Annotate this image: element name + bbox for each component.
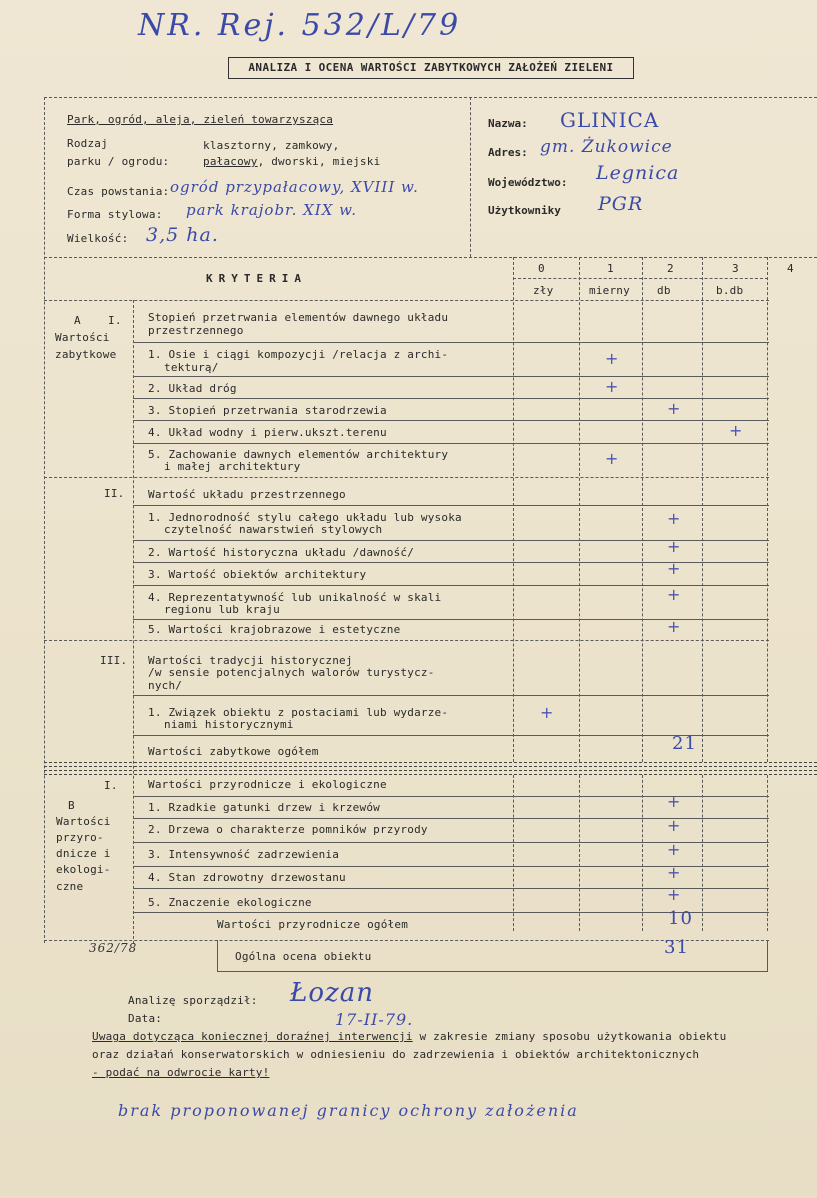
score-mark: + xyxy=(605,377,619,396)
col-line-1 xyxy=(579,257,580,762)
sheet-number: 362/78 xyxy=(89,941,138,955)
a3-row-line-0 xyxy=(133,695,769,696)
section-a-label-1: Wartości xyxy=(55,331,110,344)
section-b-label-2: przyro- xyxy=(56,831,104,844)
col-line-b2 xyxy=(642,775,643,931)
a1-row-line-3 xyxy=(133,420,769,421)
a3-roman: III. xyxy=(100,654,128,667)
czas-value: ogród przypałacowy, XVIII w. xyxy=(170,178,419,196)
a2-item-2-l1: 2. Wartość historyczna układu /dawność/ xyxy=(148,546,415,559)
score-1: 1 xyxy=(607,262,614,275)
a1-item-1-l1: 1. Osie i ciągi kompozycji /relacja z archi- xyxy=(148,348,449,361)
rodzaj-options-2: pałacowy, dworski, miejski xyxy=(203,155,381,168)
section-b-label-1: Wartości xyxy=(56,815,111,828)
a3-item-1-l2: niami historycznymi xyxy=(164,718,294,731)
a1-item-5-l1: 5. Zachowanie dawnych elementów architektury xyxy=(148,448,449,461)
b-item-2: 2. Drzewa o charakterze pomników przyrody xyxy=(148,823,428,836)
b-item-5: 5. Znaczenie ekologiczne xyxy=(148,896,312,909)
a1-row-line-4 xyxy=(133,443,769,444)
a1-item-4-l1: 4. Układ wodny i pierw.ukszt.terenu xyxy=(148,426,387,439)
czas-label: Czas powstania: xyxy=(67,185,170,198)
score-label-2: db xyxy=(657,284,671,297)
overall-value: 31 xyxy=(664,937,689,958)
section-a-letter: A xyxy=(74,314,81,327)
wielkosc-value: 3,5 ha. xyxy=(146,224,219,246)
header-divider xyxy=(470,97,471,257)
score-mark: + xyxy=(667,816,681,835)
registry-number: NR. Rej. 532/L/79 xyxy=(138,8,462,43)
rodzaj-options-1: klasztorny, zamkowy, xyxy=(203,139,340,152)
score-mark: + xyxy=(667,559,681,578)
section-b-letter: B xyxy=(68,799,75,812)
forma-label: Forma stylowa: xyxy=(67,208,163,221)
col-line-4 xyxy=(767,257,768,762)
signature: Łozan xyxy=(290,978,374,1008)
frame-left xyxy=(44,97,45,943)
score-mark: + xyxy=(667,399,681,418)
uzytkownik-label: Użytkowniky xyxy=(488,204,561,217)
overall-bottom-line xyxy=(217,971,767,972)
a2-item-4-l1: 4. Reprezentatywność lub unikalność w skali xyxy=(148,591,442,604)
section-separator-2 xyxy=(44,770,817,775)
col-line-b1 xyxy=(579,775,580,931)
adres-label: Adres: xyxy=(488,146,528,159)
a2-item-1-l1: 1. Jednorodność stylu całego układu lub wysoka xyxy=(148,511,462,524)
section-a-label-2: zabytkowe xyxy=(55,348,117,361)
score-mark: + xyxy=(667,509,681,528)
section-b-label-5: czne xyxy=(56,880,84,893)
a2-item-3-l1: 3. Wartość obiektów architektury xyxy=(148,568,367,581)
score-3: 3 xyxy=(732,262,739,275)
score-mark: + xyxy=(667,792,681,811)
adres-value: gm. Żukowice xyxy=(540,137,673,157)
a1-item-3-l1: 3. Stopień przetrwania starodrzewia xyxy=(148,404,387,417)
date-label: Data: xyxy=(128,1012,163,1025)
criteria-heading: KRYTERIA xyxy=(206,272,307,285)
wojewodztwo-value: Legnica xyxy=(596,162,680,184)
wojewodztwo-label: Województwo: xyxy=(488,176,568,189)
a1-item-5-l2: i małej architektury xyxy=(164,460,301,473)
wielkosc-label: Wielkość: xyxy=(67,232,129,245)
b-item-1: 1. Rzadkie gatunki drzew i krzewów xyxy=(148,801,380,814)
score-mark: + xyxy=(667,863,681,882)
a1-item-2-l1: 2. Układ dróg xyxy=(148,382,237,395)
score-split-line xyxy=(513,278,768,279)
criteria-bottom-line xyxy=(44,300,769,301)
a-total-label: Wartości zabytkowe ogółem xyxy=(148,745,319,758)
form-title: ANALIZA I OCENA WARTOŚCI ZABYTKOWYCH ZAŁOŻEŃ ZIELENI xyxy=(228,57,634,79)
score-label-3: b.db xyxy=(716,284,744,297)
b-total-label: Wartości przyrodnicze ogółem xyxy=(217,918,409,931)
a1-item-1-l2: tekturą/ xyxy=(164,361,219,374)
section-b-label-3: dnicze i xyxy=(56,847,111,860)
col-line-2 xyxy=(642,257,643,762)
score-mark: + xyxy=(667,885,681,904)
a3-title-3: nych/ xyxy=(148,679,183,692)
col-line-0 xyxy=(513,257,514,762)
col-line-3 xyxy=(702,257,703,762)
score-0: 0 xyxy=(538,262,545,275)
overall-label: Ogólna ocena obiektu xyxy=(235,950,372,963)
overall-right-line xyxy=(767,940,768,972)
b-item-4: 4. Stan zdrowotny drzewostanu xyxy=(148,871,346,884)
a3-item-1-l1: 1. Związek obiektu z postaciami lub wydarze- xyxy=(148,706,449,719)
nazwa-label: Nazwa: xyxy=(488,117,528,130)
date-value: 17-II-79. xyxy=(335,1010,414,1029)
score-mark: + xyxy=(667,840,681,859)
a1-row-line-1 xyxy=(133,376,769,377)
score-label-1: mierny xyxy=(589,284,630,297)
score-mark: + xyxy=(667,537,681,556)
b-bottom-line xyxy=(44,940,769,941)
b-title: Wartości przyrodnicze i ekologiczne xyxy=(148,778,387,791)
a3-title-2: /w sensie potencjalnych walorów turystycz- xyxy=(148,666,435,679)
a-total-value: 21 xyxy=(672,733,697,754)
a2-row-line-0 xyxy=(133,505,769,506)
a2-title: Wartość układu przestrzennego xyxy=(148,488,346,501)
frame-top xyxy=(44,97,817,98)
parku-label: parku / ogrodu: xyxy=(67,155,170,168)
a1-title-1: Stopień przetrwania elementów dawnego układu xyxy=(148,311,449,324)
score-mark: + xyxy=(667,585,681,604)
prepared-label: Analizę sporządził: xyxy=(128,994,258,1007)
nazwa-value: GLINICA xyxy=(560,108,660,132)
handwritten-note: brak proponowanej granicy ochrony założenia xyxy=(118,1101,579,1120)
a2-item-1-l2: czytelność nawarstwień stylowych xyxy=(164,523,383,536)
col-line-b0 xyxy=(513,775,514,931)
score-2: 2 xyxy=(667,262,674,275)
score-label-0: zły xyxy=(533,284,554,297)
type-line: Park, ogród, aleja, zieleń towarzysząca xyxy=(67,113,334,126)
score-mark: + xyxy=(540,703,554,722)
b-total-value: 10 xyxy=(668,908,693,929)
section-a-roman-1: I. xyxy=(108,314,122,327)
score-4: 4 xyxy=(787,262,794,275)
a2-roman: II. xyxy=(104,487,125,500)
a1-row-line-0 xyxy=(133,342,769,343)
a3-title-1: Wartości tradycji historycznej xyxy=(148,654,353,667)
overall-left-line xyxy=(217,940,218,972)
a1-bottom-line xyxy=(44,477,769,478)
section-separator-1 xyxy=(44,762,817,767)
a1-title-2: przestrzennego xyxy=(148,324,244,337)
score-mark: + xyxy=(605,449,619,468)
col-line-b3 xyxy=(702,775,703,931)
note-line-1: Uwaga dotycząca koniecznej doraźnej interwencji w zakresie zmiany sposobu użytkowania obiektu xyxy=(92,1030,727,1043)
section-b-roman: I. xyxy=(104,779,118,792)
rodzaj-label: Rodzaj xyxy=(67,137,108,150)
col-line-b4 xyxy=(767,775,768,931)
uzytkownik-value: PGR xyxy=(598,193,644,215)
a2-bottom-line xyxy=(44,640,769,641)
forma-value: park krajobr. XIX w. xyxy=(186,201,357,219)
score-mark: + xyxy=(605,349,619,368)
score-mark: + xyxy=(667,617,681,636)
section-b-label-4: ekologi- xyxy=(56,863,111,876)
b-item-3: 3. Intensywność zadrzewienia xyxy=(148,848,340,861)
note-line-3: - podać na odwrocie karty! xyxy=(92,1066,270,1079)
a2-item-5-l1: 5. Wartości krajobrazowe i estetyczne xyxy=(148,623,401,636)
a2-item-4-l2: regionu lub kraju xyxy=(164,603,280,616)
note-line-2: oraz działań konserwatorskich w odniesieniu do zadrzewienia i obiektów architektonicznych xyxy=(92,1048,700,1061)
score-mark: + xyxy=(729,421,743,440)
label-col-line xyxy=(133,300,134,944)
